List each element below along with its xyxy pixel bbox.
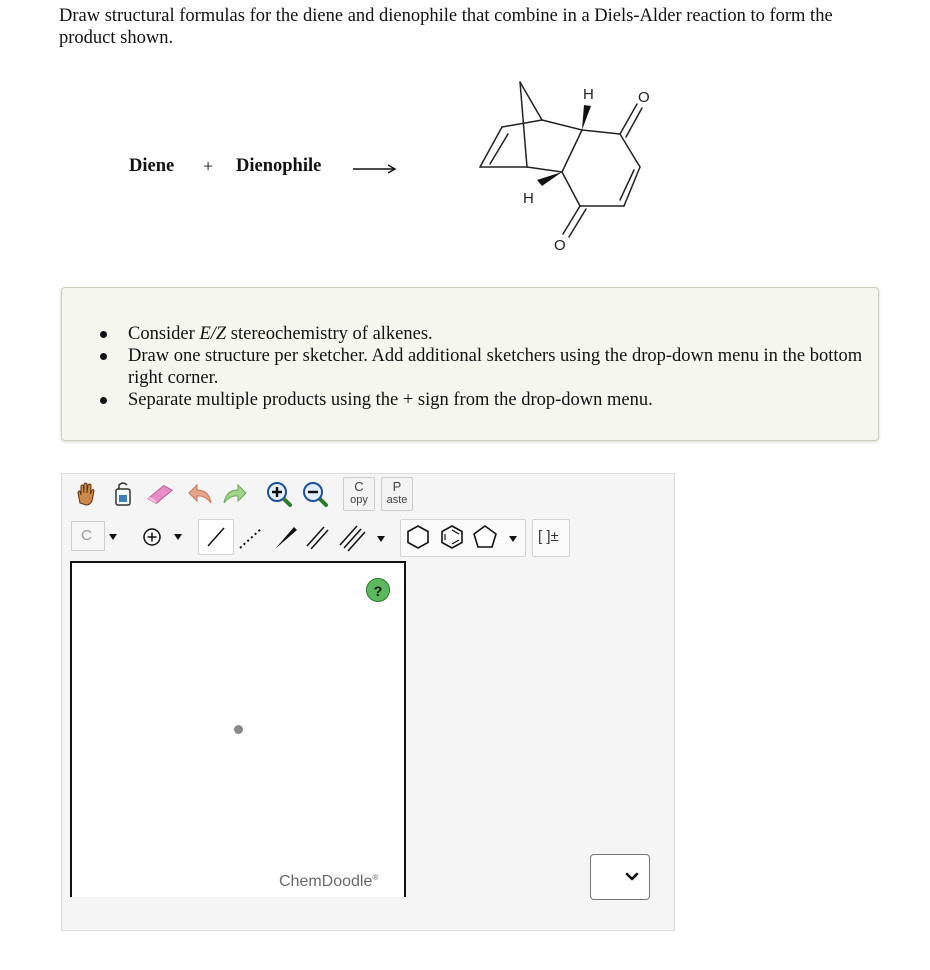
- undo-icon: [185, 481, 215, 507]
- h-top-label: H: [583, 86, 594, 103]
- double-bond-icon: [302, 522, 332, 552]
- benzene-icon: [438, 523, 466, 551]
- instructions-list: [100, 323, 870, 411]
- dienophile-label: Dienophile: [236, 156, 322, 176]
- triple-bond-icon: [337, 522, 367, 552]
- h-bottom-label: H: [523, 190, 534, 207]
- dashed-bond-icon: [236, 522, 266, 552]
- lasso-icon: [110, 480, 136, 508]
- wedge-bond-button[interactable]: [270, 522, 300, 552]
- hand-icon: [73, 481, 99, 507]
- redo-icon: [220, 481, 250, 507]
- dashed-bond-button[interactable]: [236, 522, 266, 552]
- lasso-tool-button[interactable]: [108, 479, 138, 509]
- benzene-button[interactable]: [437, 522, 467, 552]
- eraser-icon: [145, 481, 175, 507]
- eraser-tool-button[interactable]: [145, 479, 175, 509]
- instruction-item: Separate multiple products using the + sign from the drop-down menu.: [100, 389, 870, 411]
- charge-plus-icon: [141, 526, 163, 548]
- edge-arc-decoration: [0, 566, 8, 602]
- instruction-item: Draw one structure per sketcher. Add additional sketchers using the drop-down menu in the bottom right corner.: [100, 345, 870, 389]
- charge-dropdown-arrow[interactable]: [173, 532, 183, 542]
- single-bond-button[interactable]: [198, 519, 234, 555]
- cyclohexane-button[interactable]: [403, 522, 433, 552]
- redo-button[interactable]: [220, 479, 250, 509]
- charge-bracket-button[interactable]: [ ]±: [532, 519, 570, 557]
- chevron-down-icon: [108, 533, 118, 541]
- o-bottom-label: O: [554, 237, 566, 254]
- charge-button[interactable]: [137, 522, 167, 552]
- paste-button[interactable]: P aste: [381, 477, 413, 511]
- single-bond-icon: [199, 520, 233, 554]
- help-button[interactable]: ?: [366, 578, 390, 602]
- triple-bond-button[interactable]: [337, 522, 367, 552]
- chevron-down-icon: [508, 535, 518, 543]
- bond-dropdown-arrow[interactable]: [376, 534, 386, 544]
- cyclopentane-icon: [471, 523, 499, 551]
- wedge-bond-icon: [270, 522, 300, 552]
- chevron-down-icon: [376, 535, 386, 543]
- sketcher-dropdown[interactable]: [590, 854, 650, 900]
- o-top-label: O: [638, 89, 650, 106]
- plus-sign: +: [203, 156, 214, 176]
- hand-tool-button[interactable]: [71, 479, 101, 509]
- instructions-box: [61, 287, 879, 441]
- copy-button[interactable]: C opy: [343, 477, 375, 511]
- zoom-out-icon: [301, 480, 329, 508]
- element-selector-button[interactable]: C: [71, 521, 105, 551]
- diene-label: Diene: [129, 156, 175, 176]
- product-structure: [470, 72, 670, 262]
- zoom-out-button[interactable]: [300, 479, 330, 509]
- element-dropdown-arrow[interactable]: [108, 532, 118, 542]
- cyclohexane-icon: [404, 523, 432, 551]
- zoom-in-icon: [265, 480, 293, 508]
- cursor-dot: [234, 725, 243, 734]
- cyclopentane-button[interactable]: [470, 522, 500, 552]
- chevron-down-icon: [625, 872, 639, 882]
- instruction-item: Consider E/Z stereochemistry of alkenes.: [100, 323, 870, 345]
- chemdoodle-brand: ChemDoodle®: [279, 873, 379, 890]
- question-text: Draw structural formulas for the diene and dienophile that combine in a Diels-Alder reaction to form the product shown.: [59, 6, 833, 48]
- drawing-canvas[interactable]: [70, 561, 406, 897]
- zoom-in-button[interactable]: [264, 479, 294, 509]
- chevron-down-icon: [173, 533, 183, 541]
- ring-dropdown-arrow[interactable]: [508, 534, 518, 544]
- double-bond-button[interactable]: [302, 522, 332, 552]
- reaction-arrow-icon: [352, 160, 398, 176]
- undo-button[interactable]: [185, 479, 215, 509]
